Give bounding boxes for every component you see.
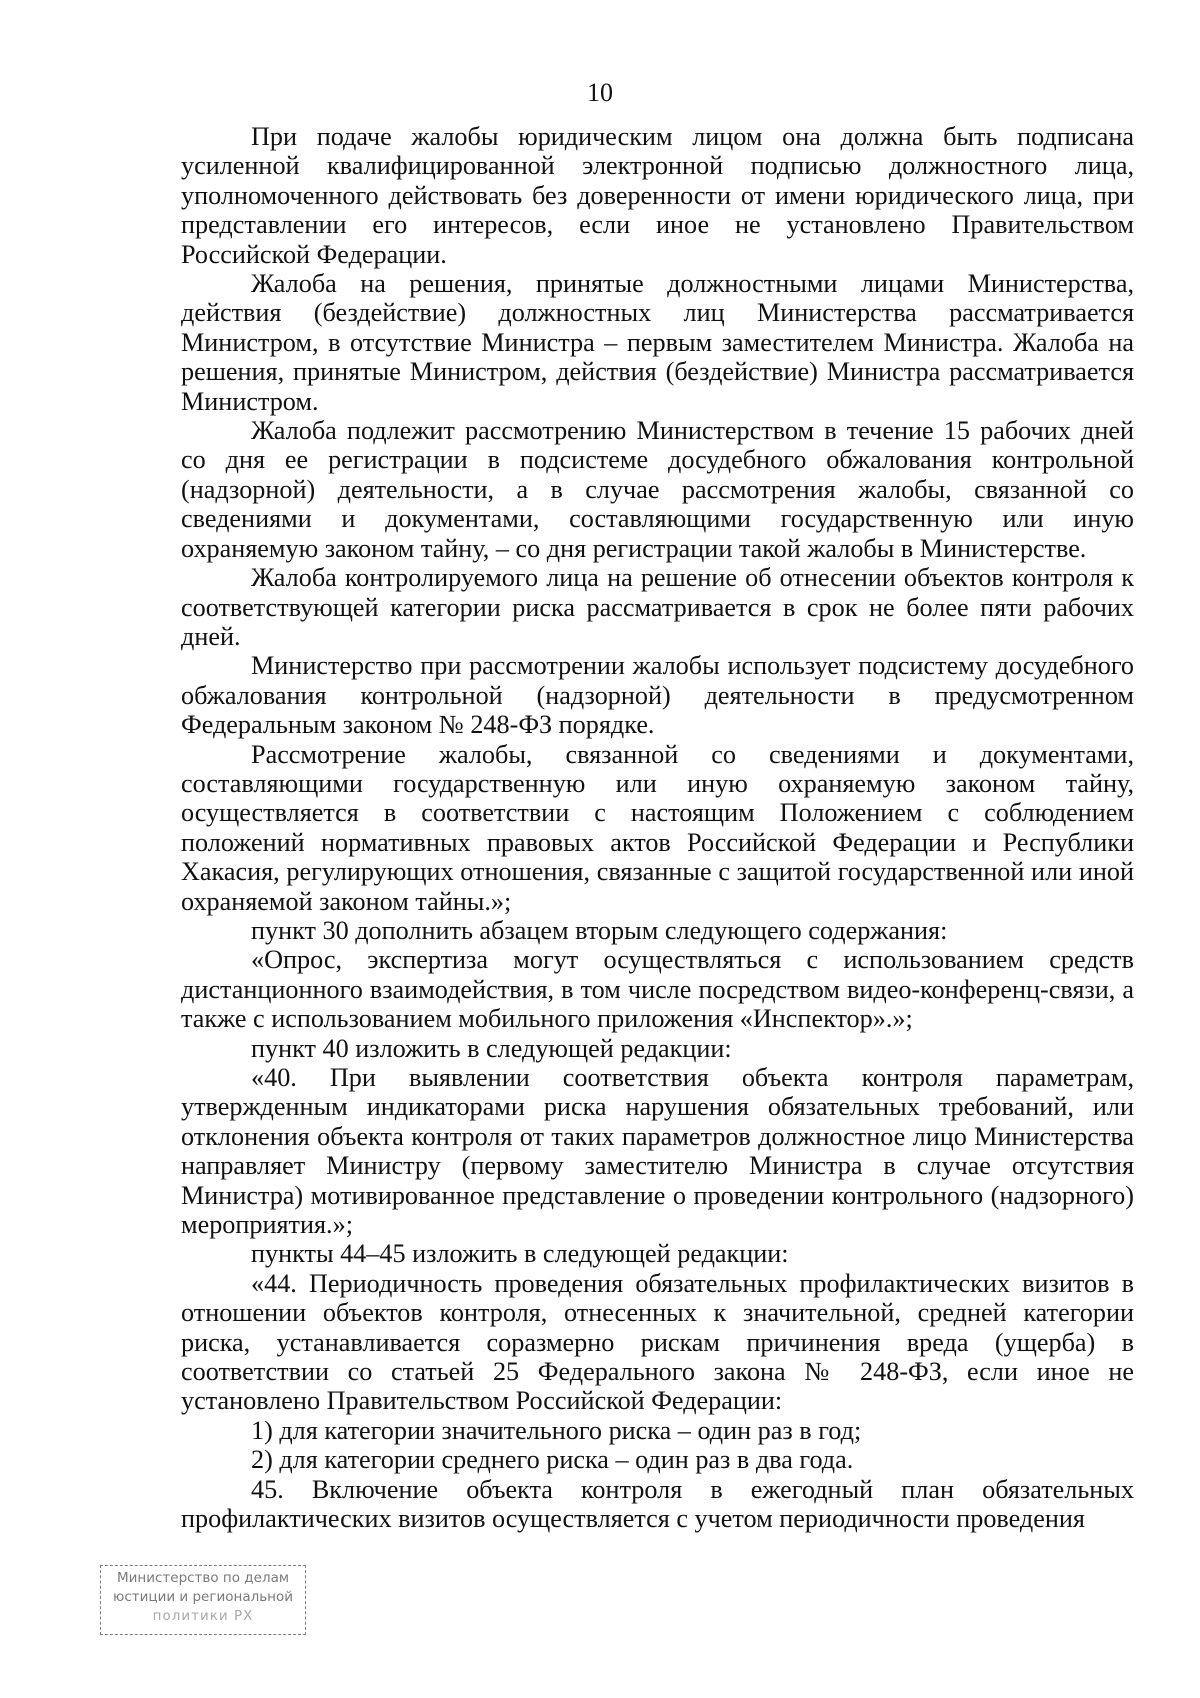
stamp-line: юстиции и региональной xyxy=(112,1589,294,1605)
paragraph-item-40: пункт 40 изложить в следующей редакции: xyxy=(251,1033,732,1063)
page-number: 10 xyxy=(587,78,613,107)
paragraph-pretrial-subsystem: Министерство при рассмотрении жалобы использует подсистему досудебного обжалования контрольной (надзорной) деятельности в предусмотренном Федеральным законом № 248-ФЗ порядке. xyxy=(181,651,1134,740)
ministry-stamp xyxy=(100,1565,306,1635)
paragraph-item-40-text: «40. При выявлении соответствия объекта контроля параметрам, утвержденным индикаторами риска нарушения обязательных требований, или отклонения объекта контроля от таких параметров должностное лицо Министерства направляет Министру (первому заместителю Министра в случае отсутствия Министра) мотивированное представление о проведении контрольного (надзорного) мероприятия.»; xyxy=(181,1063,1134,1240)
paragraph-item-44-text: «44. Периодичность проведения обязательных профилактических визитов в отношении объектов контроля, отнесенных к значительной, средней категории риска, устанавливается соразмерно рискам причинения вреда (ущерба) в соответствии со статьей 25 Федерального закона № 248-ФЗ, если иное не установлено Правительством Российской Федерации: xyxy=(181,1268,1134,1416)
paragraph-item-45-text: 45. Включение объекта контроля в ежегодный план обязательных профилактических визитов осуществляется с учетом периодичности проведения xyxy=(181,1474,1134,1534)
list-item-significant-risk: 1) для категории значительного риска – один раз в год; xyxy=(251,1415,862,1445)
stamp-line: Министерство по делам xyxy=(116,1570,290,1586)
paragraph-risk-category-complaint: Жалоба контролируемого лица на решение об отнесении объектов контроля к соответствующей категории риска рассматривается в срок не более пяти рабочих дней. xyxy=(181,563,1134,651)
stamp-line: политики РХ xyxy=(152,1608,254,1624)
document-body xyxy=(181,122,1134,1534)
list-item-medium-risk: 2) для категории среднего риска – один раз в два года. xyxy=(251,1445,854,1475)
paragraph-complaint-review-minister: Жалоба на решения, принятые должностными лицами Министерства, действия (бездействие) должностных лиц Министерства рассматривается Министром, в отсутствие Министра – первым заместителем Министра. Жалоба на решения, принятые Министром, действия (бездействие) Министра рассматривается Министром. xyxy=(181,269,1134,416)
paragraph-item-30: пункт 30 дополнить абзацем вторым следующего содержания: xyxy=(251,915,948,945)
paragraph-state-secret: Рассмотрение жалобы, связанной со сведениями и документами, составляющими государственную или иную охраняемую законом тайну, осуществляется в соответствии с настоящим Положением с соблюдением положений нормативных правовых актов Российской Федерации и Республики Хакасия, регулирующих отношения, связанные с защитой государственной или иной охраняемой законом тайны.»; xyxy=(181,739,1134,916)
paragraph-survey-expertise: «Опрос, экспертиза могут осуществляться с использованием средств дистанционного взаимодействия, в том числе посредством видео-конференц-связи, а также с использованием мобильного приложения «Инспектор».»; xyxy=(181,945,1134,1034)
paragraph-legal-entity-signature: При подаче жалобы юридическим лицом она должна быть подписана усиленной квалифицированной электронной подписью должностного лица, уполномоченного действовать без доверенности от имени юридического лица, при представлении его интересов, если иное не установлено Правительством Российской Федерации. xyxy=(181,122,1134,269)
paragraph-items-44-45: пункты 44–45 изложить в следующей редакции: xyxy=(251,1239,789,1269)
paragraph-review-term: Жалоба подлежит рассмотрению Министерством в течение 15 рабочих дней со дня ее регистрации в подсистеме досудебного обжалования контрольной (надзорной) деятельности, а в случае рассмотрения жалобы, связанной со сведениями и документами, составляющими государственную или иную охраняемую законом тайну, – со дня регистрации такой жалобы в Министерстве. xyxy=(181,416,1134,563)
